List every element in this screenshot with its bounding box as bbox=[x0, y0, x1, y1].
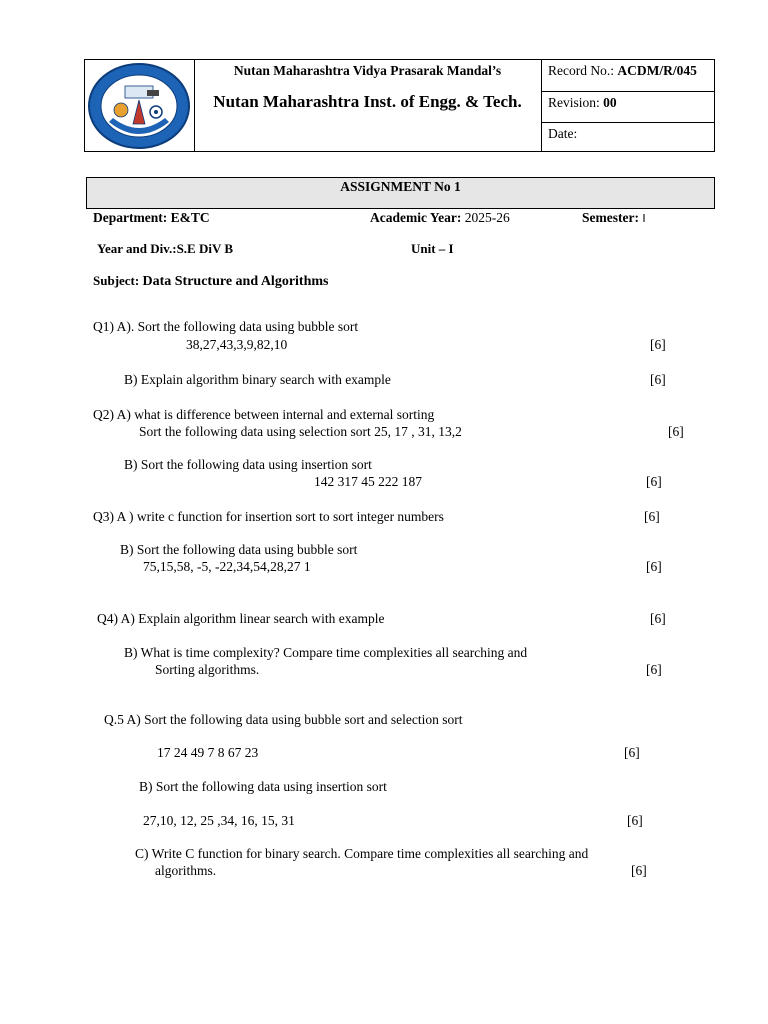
semester-label: Semester: bbox=[582, 210, 639, 225]
q1b-text: B) Explain algorithm binary search with example bbox=[124, 372, 391, 387]
q2a-line2: Sort the following data using selection sort 25, 17 , 31, 13,2 bbox=[139, 424, 462, 439]
record-column bbox=[541, 60, 715, 151]
q5a-text: Q.5 A) Sort the following data using bubble sort and selection sort bbox=[104, 712, 463, 727]
q5c-text: C) Write C function for binary search. Compare time complexities all searching and bbox=[135, 846, 589, 861]
q2b-data: 142 317 45 222 187 bbox=[314, 474, 422, 489]
q3b-text: B) Sort the following data using bubble sort bbox=[120, 542, 358, 557]
unit: Unit – I bbox=[411, 241, 454, 256]
q3a-marks: [6] bbox=[644, 509, 660, 524]
q5a-data: 17 24 49 7 8 67 23 bbox=[157, 745, 259, 760]
date-label: Date: bbox=[548, 126, 578, 141]
q4a-text: Q4) A) Explain algorithm linear search with example bbox=[97, 611, 385, 626]
assignment-title-text: ASSIGNMENT No 1 bbox=[340, 179, 461, 194]
department bbox=[93, 210, 210, 226]
revision bbox=[542, 91, 715, 121]
assignment-title bbox=[86, 177, 715, 209]
subject-label: Subject: bbox=[93, 273, 140, 288]
q2b-marks: [6] bbox=[646, 474, 662, 489]
subject-value: Data Structure and Algorithms bbox=[142, 274, 329, 289]
academic-year-label: Academic Year: bbox=[370, 210, 462, 225]
year-division: Year and Div.:S.E DiV B bbox=[97, 241, 234, 256]
record-number bbox=[542, 60, 715, 90]
q2a-text: Q2) A) what is difference between internal and external sorting bbox=[93, 407, 435, 422]
department-label: Department: bbox=[93, 210, 168, 225]
q1a-data: 38,27,43,3,9,82,10 bbox=[186, 337, 288, 352]
header-table bbox=[84, 59, 715, 152]
q5c-line2: algorithms. bbox=[155, 863, 217, 878]
academic-year bbox=[370, 210, 510, 226]
q1b-marks: [6] bbox=[650, 372, 666, 387]
q2a-marks: [6] bbox=[668, 424, 684, 439]
record-value: ACDM/R/045 bbox=[617, 63, 697, 78]
mandal-name: Nutan Maharashtra Vidya Prasarak Mandal’s bbox=[233, 63, 502, 78]
institute-logo bbox=[85, 60, 194, 151]
q4b-line2: Sorting algorithms. bbox=[155, 662, 260, 677]
q1a-text: Q1) A). Sort the following data using bubble sort bbox=[93, 319, 359, 334]
semester bbox=[582, 210, 646, 226]
department-value: E&TC bbox=[170, 210, 210, 225]
q4b-text: B) What is time complexity? Compare time complexities all searching and bbox=[124, 645, 528, 660]
q3b-data: 75,15,58, -5, -22,34,54,28,27 1 bbox=[143, 559, 311, 574]
logo-cell bbox=[85, 60, 195, 151]
semester-value: I bbox=[642, 212, 646, 225]
q3a-text: Q3) A ) write c function for insertion sort to sort integer numbers bbox=[93, 509, 444, 524]
q2b-text: B) Sort the following data using insertion sort bbox=[124, 457, 372, 472]
q4b-marks: [6] bbox=[646, 662, 662, 677]
revision-label: Revision: bbox=[548, 95, 600, 110]
subject bbox=[93, 273, 329, 290]
q5c-marks: [6] bbox=[631, 863, 647, 878]
academic-year-value: 2025-26 bbox=[464, 210, 510, 225]
q5b-text: B) Sort the following data using insertion sort bbox=[139, 779, 387, 794]
q5b-marks: [6] bbox=[627, 813, 643, 828]
date bbox=[542, 122, 715, 152]
q4a-marks: [6] bbox=[650, 611, 666, 626]
q5a-marks: [6] bbox=[624, 745, 640, 760]
q5b-data: 27,10, 12, 25 ,34, 16, 15, 31 bbox=[143, 813, 295, 828]
revision-value: 00 bbox=[603, 95, 617, 110]
institute-name: Nutan Maharashtra Inst. of Engg. & Tech. bbox=[213, 92, 522, 111]
q1a-marks: [6] bbox=[650, 337, 666, 352]
record-label: Record No.: bbox=[548, 63, 614, 78]
q3b-marks: [6] bbox=[646, 559, 662, 574]
